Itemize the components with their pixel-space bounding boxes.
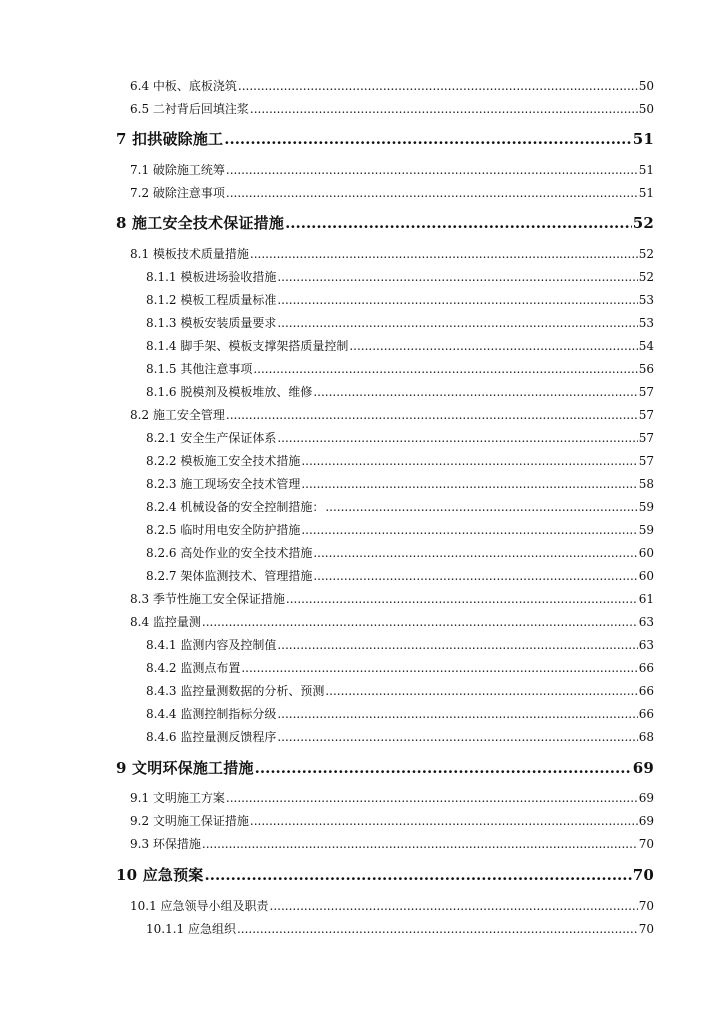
toc-entry[interactable] — [130, 77, 654, 94]
toc-label: 6.5 二衬背后回填注浆 — [130, 102, 249, 116]
toc-leader — [277, 293, 637, 307]
toc-leader — [253, 362, 637, 376]
toc-entry[interactable] — [146, 544, 654, 561]
toc-leader — [250, 102, 638, 116]
toc-entry[interactable] — [130, 613, 654, 630]
toc-label: 9 文明环保施工措施 — [116, 759, 254, 777]
toc-label: 8.2 施工安全管理 — [130, 408, 225, 422]
toc-leader — [255, 759, 632, 777]
toc-leader — [241, 661, 637, 675]
toc-page: 66 — [638, 661, 654, 675]
toc-label: 7.1 破除施工统筹 — [130, 163, 225, 177]
toc-page: 54 — [638, 339, 654, 353]
toc-page: 60 — [638, 546, 654, 560]
toc-leader — [301, 523, 637, 537]
toc-page: 52 — [632, 214, 654, 232]
toc-page: 60 — [638, 569, 654, 583]
toc-leader — [313, 569, 637, 583]
toc-leader — [325, 500, 637, 514]
toc-label: 9.1 文明施工方案 — [130, 791, 225, 805]
toc-label: 8.2.2 模板施工安全技术措施 — [146, 454, 301, 468]
toc-page: 57 — [638, 385, 654, 399]
toc-leader — [301, 477, 637, 491]
toc-label: 8.1.4 脚手架、模板支撑架搭质量控制 — [146, 339, 349, 353]
toc-page: 68 — [638, 730, 654, 744]
toc-label: 7 扣拱破除施工 — [116, 130, 224, 148]
toc-entry[interactable] — [146, 705, 654, 722]
toc-entry[interactable] — [146, 337, 654, 354]
toc-label: 8.4.2 监测点布置 — [146, 661, 241, 675]
toc-entry[interactable] — [130, 897, 654, 914]
toc-page: 57 — [638, 454, 654, 468]
toc-leader — [238, 79, 638, 93]
toc-page: 66 — [638, 707, 654, 721]
toc-label: 7.2 破除注意事项 — [130, 186, 225, 200]
toc-page: 50 — [638, 102, 654, 116]
toc-entry[interactable] — [146, 521, 654, 538]
toc-entry[interactable] — [146, 360, 654, 377]
toc-entry[interactable] — [116, 757, 654, 778]
toc-entry[interactable] — [130, 100, 654, 117]
toc-leader — [285, 214, 632, 232]
toc-entry[interactable] — [146, 636, 654, 653]
toc-entry[interactable] — [146, 383, 654, 400]
toc-page: 70 — [632, 866, 654, 884]
toc-entry[interactable] — [130, 245, 654, 262]
toc-page: 52 — [638, 247, 654, 261]
toc-leader — [349, 339, 637, 353]
toc-label: 8.2.3 施工现场安全技术管理 — [146, 477, 301, 491]
toc-page: 53 — [638, 316, 654, 330]
toc-page: 52 — [638, 270, 654, 284]
toc-entry[interactable] — [130, 406, 654, 423]
toc-entry[interactable] — [146, 498, 654, 515]
toc-label: 8.4.6 监控量测反馈程序 — [146, 730, 277, 744]
toc-leader — [277, 431, 637, 445]
toc-label: 8.2.4 机械设备的安全控制措施： — [146, 500, 325, 514]
toc-page: 63 — [638, 615, 654, 629]
toc-entry[interactable] — [116, 128, 654, 149]
toc-leader — [224, 130, 631, 148]
toc-label: 8.1 模板技术质量措施 — [130, 247, 249, 261]
toc-leader — [277, 730, 637, 744]
toc-entry[interactable] — [146, 659, 654, 676]
toc-label: 8 施工安全技术保证措施 — [116, 214, 285, 232]
toc-page: 56 — [638, 362, 654, 376]
toc-page: 70 — [638, 922, 654, 936]
toc-leader — [286, 592, 638, 606]
toc-page: 58 — [638, 477, 654, 491]
toc-entry[interactable] — [146, 728, 654, 745]
toc-leader — [205, 866, 632, 884]
toc-page: 69 — [632, 759, 654, 777]
toc-page: 50 — [638, 79, 654, 93]
toc-page: 53 — [638, 293, 654, 307]
toc-entry[interactable] — [146, 567, 654, 584]
toc-leader — [313, 385, 637, 399]
toc-entry[interactable] — [146, 314, 654, 331]
toc-label: 8.4.3 监控量测数据的分析、预测 — [146, 684, 325, 698]
toc-page: 59 — [638, 500, 654, 514]
toc-leader — [277, 316, 637, 330]
toc-entry[interactable] — [116, 212, 654, 233]
toc-label: 8.3 季节性施工安全保证措施 — [130, 592, 285, 606]
toc-entry[interactable] — [130, 789, 654, 806]
toc-page: 57 — [638, 431, 654, 445]
toc-entry[interactable] — [130, 590, 654, 607]
toc-leader — [202, 837, 638, 851]
toc-page: 69 — [638, 791, 654, 805]
toc-leader — [226, 163, 638, 177]
toc-leader — [226, 791, 638, 805]
toc-page: 51 — [638, 186, 654, 200]
toc-label: 8.1.6 脱模剂及模板堆放、维修 — [146, 385, 313, 399]
toc-entry[interactable] — [146, 291, 654, 308]
toc-label: 10.1 应急领导小组及职责 — [130, 899, 269, 913]
toc-label: 9.2 文明施工保证措施 — [130, 814, 249, 828]
toc-page: 57 — [638, 408, 654, 422]
toc-entry[interactable] — [146, 475, 654, 492]
toc-label: 8.1.5 其他注意事项 — [146, 362, 253, 376]
toc-entry[interactable] — [116, 864, 654, 885]
toc-page: 69 — [638, 814, 654, 828]
toc-page: 51 — [632, 130, 654, 148]
toc-leader — [313, 546, 637, 560]
toc-page: 51 — [638, 163, 654, 177]
toc-page: 61 — [638, 592, 654, 606]
toc-label: 8.2.7 架体监测技术、管理措施 — [146, 569, 313, 583]
toc-label: 8.4 监控量测 — [130, 615, 201, 629]
toc-label: 10.1.1 应急组织 — [146, 922, 236, 936]
toc-leader — [277, 638, 637, 652]
toc-leader — [325, 684, 637, 698]
toc-label: 10 应急预案 — [116, 866, 204, 884]
toc-entry[interactable] — [146, 682, 654, 699]
toc-label: 8.1.2 模板工程质量标准 — [146, 293, 277, 307]
toc-label: 8.2.1 安全生产保证体系 — [146, 431, 277, 445]
toc-leader — [250, 247, 638, 261]
toc-label: 8.4.4 监测控制指标分级 — [146, 707, 277, 721]
toc-leader — [277, 707, 637, 721]
toc-page: 63 — [638, 638, 654, 652]
toc-label: 8.1.3 模板安装质量要求 — [146, 316, 277, 330]
toc-leader — [301, 454, 637, 468]
toc-label: 8.4.1 监测内容及控制值 — [146, 638, 277, 652]
toc-page: 70 — [638, 899, 654, 913]
toc-label: 9.3 环保措施 — [130, 837, 201, 851]
toc-leader — [226, 186, 638, 200]
toc-page: 66 — [638, 684, 654, 698]
toc-entry[interactable] — [146, 920, 654, 937]
toc-label: 8.2.6 高处作业的安全技术措施 — [146, 546, 313, 560]
toc-page: 59 — [638, 523, 654, 537]
toc-entry[interactable] — [130, 835, 654, 852]
toc-leader — [270, 899, 638, 913]
toc-entry[interactable] — [146, 452, 654, 469]
toc-leader — [237, 922, 638, 936]
toc-leader — [226, 408, 638, 422]
toc-entry[interactable] — [146, 268, 654, 285]
toc-label: 6.4 中板、底板浇筑 — [130, 79, 237, 93]
toc-entry[interactable] — [130, 161, 654, 178]
toc-leader — [202, 615, 638, 629]
toc-entry[interactable] — [146, 429, 654, 446]
toc-label: 8.1.1 模板进场验收措施 — [146, 270, 277, 284]
toc-page: 70 — [638, 837, 654, 851]
toc-leader — [277, 270, 637, 284]
toc-label: 8.2.5 临时用电安全防护措施 — [146, 523, 301, 537]
toc-entry[interactable] — [130, 812, 654, 829]
toc-entry[interactable] — [130, 184, 654, 201]
toc-leader — [250, 814, 638, 828]
